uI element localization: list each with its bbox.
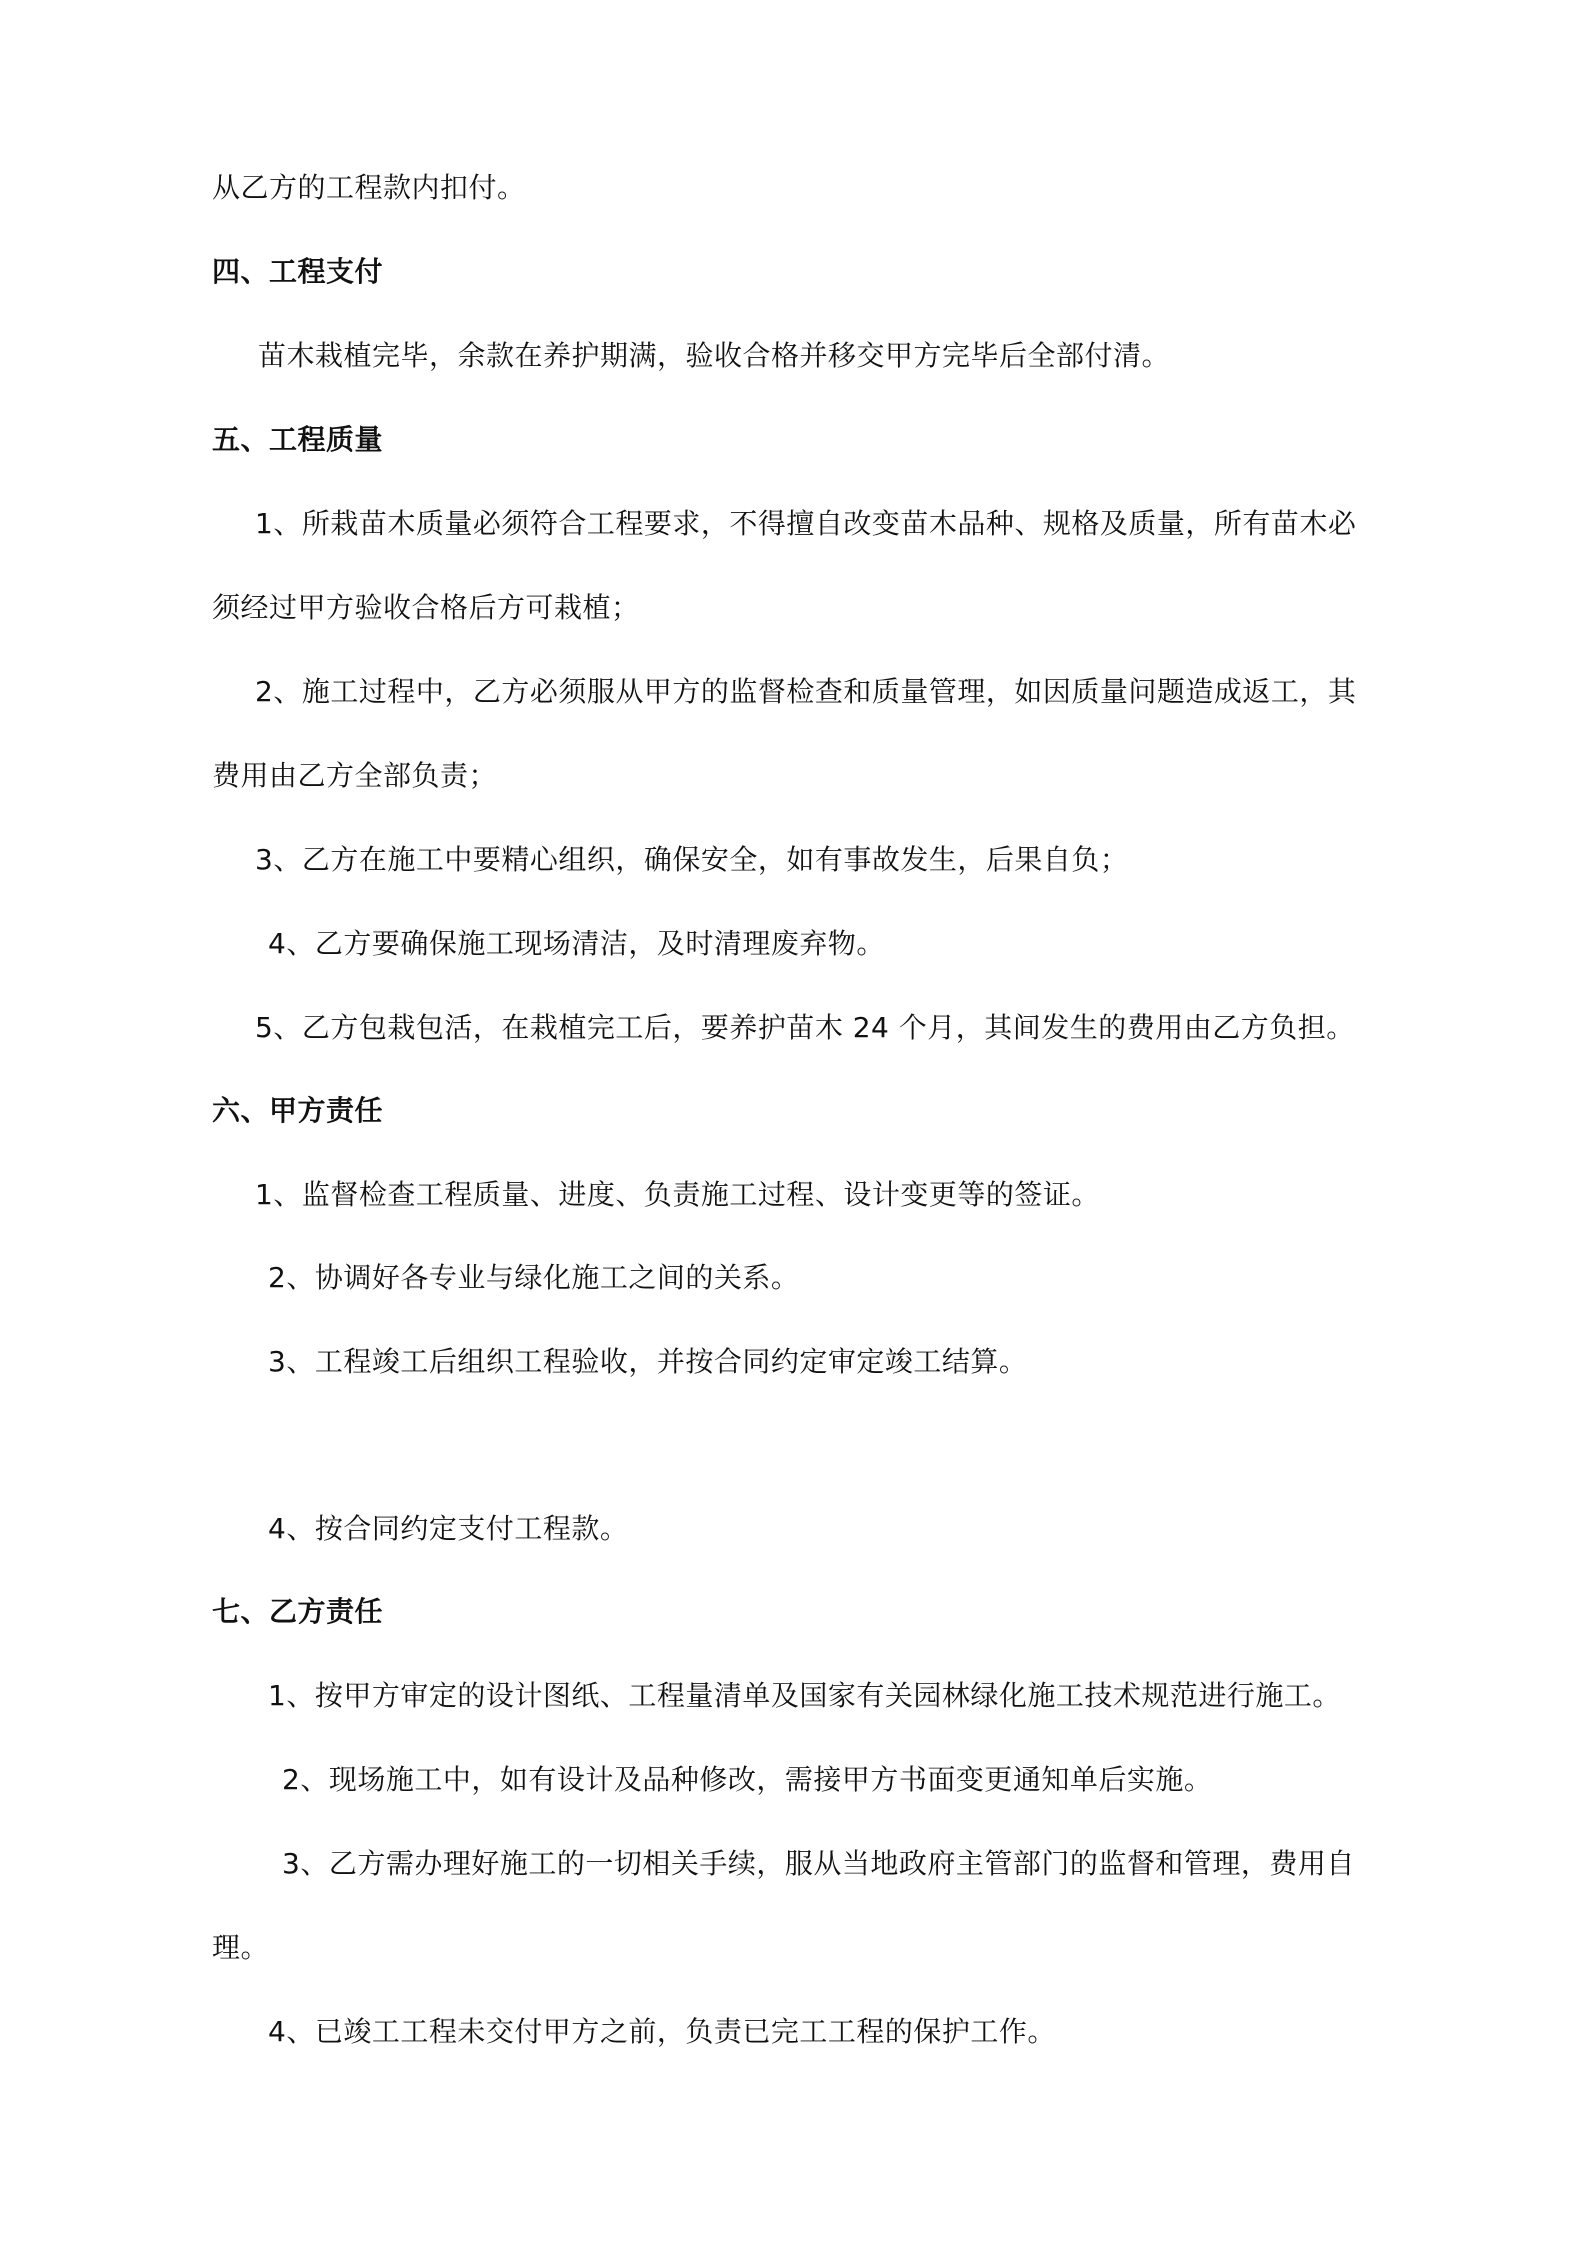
section-5-item-1-line-1: 1、所栽苗木质量必须符合工程要求，不得擅自改变苗木品种、规格及质量，所有苗木必 — [255, 507, 1357, 540]
section-4-paragraph: 苗木栽植完毕，余款在养护期满，验收合格并移交甲方完毕后全部付清。 — [258, 339, 1171, 372]
section-7-heading: 七、乙方责任 — [212, 1595, 384, 1628]
section-6-item-3: 3、工程竣工后组织工程验收，并按合同约定审定竣工结算。 — [268, 1345, 1028, 1378]
section-6-item-4: 4、按合同约定支付工程款。 — [268, 1512, 629, 1545]
section-6-item-1: 1、监督检查工程质量、进度、负责施工过程、设计变更等的签证。 — [255, 1178, 1100, 1211]
section-7-item-2: 2、现场施工中，如有设计及品种修改，需接甲方书面变更通知单后实施。 — [282, 1763, 1213, 1796]
section-4-heading: 四、工程支付 — [212, 255, 384, 288]
section-5-item-2-line-1: 2、施工过程中，乙方必须服从甲方的监督检查和质量管理，如因质量问题造成返工，其 — [255, 675, 1357, 708]
section-5-item-5: 5、乙方包栽包活，在栽植完工后，要养护苗木 24 个月，其间发生的费用由乙方负担。 — [255, 1011, 1355, 1044]
section-7-item-1: 1、按甲方审定的设计图纸、工程量清单及国家有关园林绿化施工技术规范进行施工。 — [268, 1679, 1341, 1712]
section-6-heading: 六、甲方责任 — [212, 1094, 384, 1127]
section-5-item-1-line-2: 须经过甲方验收合格后方可栽植； — [212, 591, 640, 624]
section-6-item-2: 2、协调好各专业与绿化施工之间的关系。 — [268, 1261, 800, 1294]
section-7-item-3-line-2: 理。 — [212, 1931, 270, 1964]
section-7-item-3-line-1: 3、乙方需办理好施工的一切相关手续，服从当地政府主管部门的监督和管理，费用自 — [282, 1847, 1355, 1880]
continuation-text: 从乙方的工程款内扣付。 — [212, 171, 526, 204]
section-5-item-2-line-2: 费用由乙方全部负责； — [212, 759, 498, 792]
section-5-item-4: 4、乙方要确保施工现场清洁，及时清理废弃物。 — [268, 927, 885, 960]
section-5-heading: 五、工程质量 — [212, 423, 384, 456]
section-7-item-4: 4、已竣工工程未交付甲方之前，负责已完工工程的保护工作。 — [268, 2015, 1056, 2048]
section-5-item-3: 3、乙方在施工中要精心组织，确保安全，如有事故发生，后果自负； — [255, 843, 1129, 876]
